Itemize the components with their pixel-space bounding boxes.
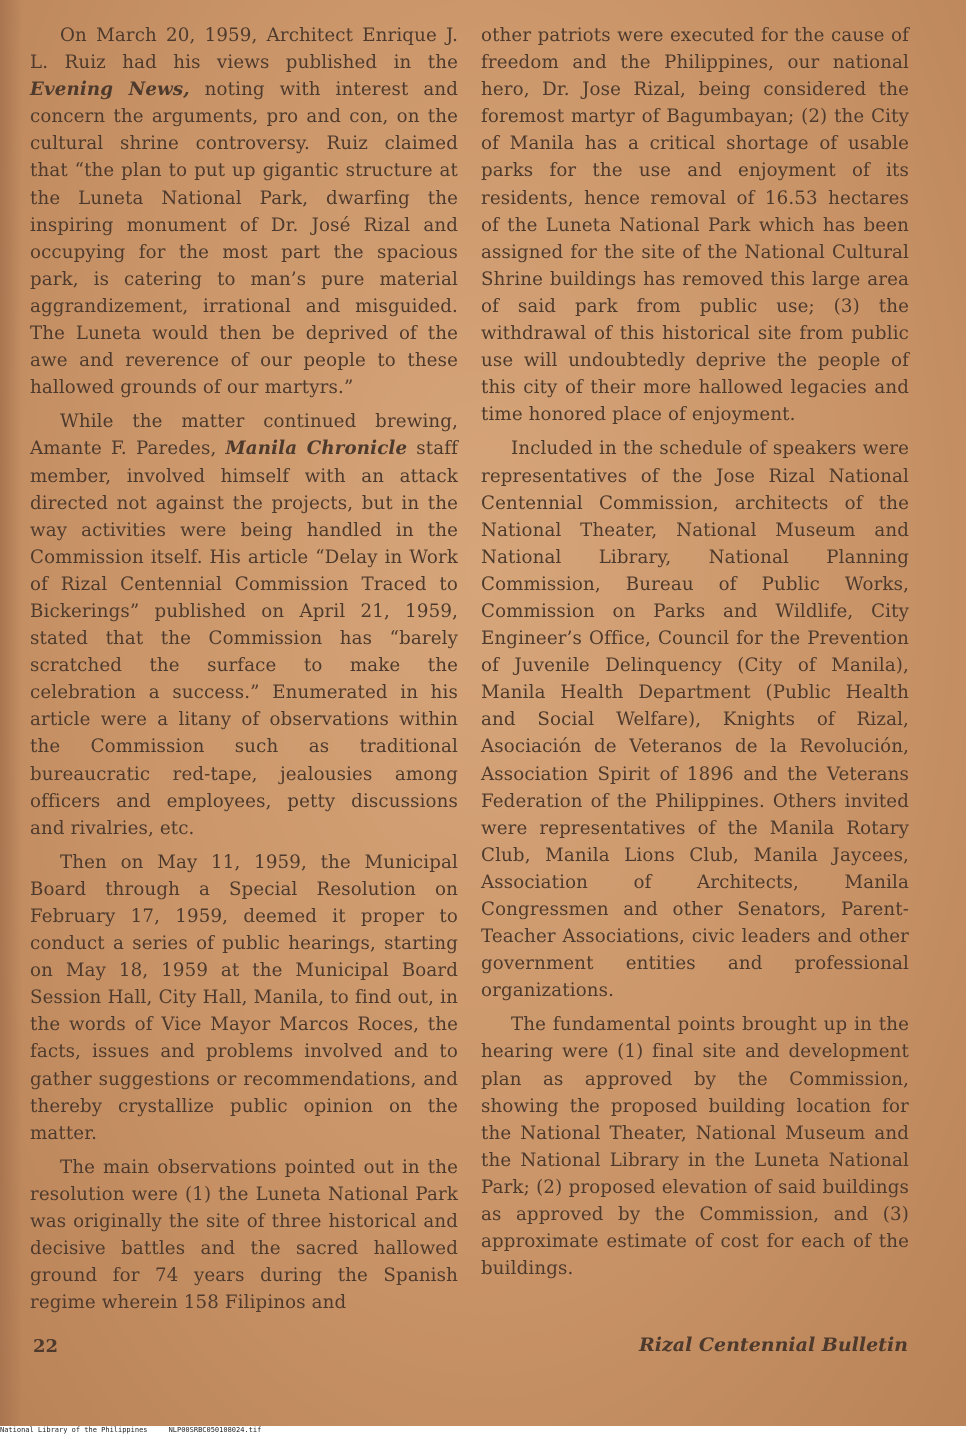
paragraph-fundamental-points: The fundamental points brought up in the hearing were (1) final site and development plan as approved by the Commission, showing the proposed building location for the National Theater, National Museum and the National Library in the Luneta National Park; (2) proposed elevation of said buildings as approved by the Commission, and (3) approximate estimate of cost for each of the buildings.	[481, 1014, 909, 1280]
paragraph-observations-continued: other patriots were executed for the cause of freedom and the Philippines, our national hero, Dr. Jose Rizal, being considered the foremost martyr of Bagumbayan; (2) the City of Manila has a critical shortage of usable parks for the use and enjoyment of its residents, hence removal of 16.53 hectares of the Luneta National Park which has been assigned for the site of the National Cultural Shrine buildings has removed this large area of said park from public use; (3) the withdrawal of this historical site from public use will undoubtedly deprive the people of this city of their more hallowed legacies and time honored place of enjoyment.	[481, 25, 909, 426]
paragraph-ruiz: On March 20, 1959, Architect Enrique J. L. Ruiz had his views published in the Evening News, noting with interest and concern the arguments, pro and con, on the cultural shrine controversy. Ruiz claimed that “the plan to put up gigantic structure at the Luneta National Park, dwarfing the inspiring monument of Dr. José Rizal and occupying for the most part the spacious park, is catering to man’s pure material aggrandizement, irrational and misguided. The Luneta would then be deprived of the awe and reverence of our people to these hallowed grounds of our martyrs.”	[30, 25, 459, 399]
left-column	[30, 22, 458, 1316]
scan-caption: National Library of the Philippines NLP00SRBC050108024.tif	[0, 1426, 966, 1435]
page-number: 22	[33, 1336, 59, 1357]
running-footer-title: Rizal Centennial Bulletin	[638, 1334, 908, 1356]
paragraph-paredes: While the matter continued brewing, Amante F. Paredes, Manila Chronicle staff member, involved himself with an attack directed not against the projects, but in the way activities were being handled in the Commission itself. His article “Delay in Work of Rizal Centennial Commission Traced to Bickerings” published on April 21, 1959, stated that the Commission has “barely scratched the surface to make the celebration a success.” Enumerated in his article were a litany of observations within the Commission such as traditional bureaucratic red-tape, jealousies among officers and employees, petty discussions and rivalries, etc.	[30, 411, 459, 839]
paragraph-municipal-board: Then on May 11, 1959, the Municipal Board through a Special Resolution on February 17, 1959, deemed it proper to conduct a series of public hearings, starting on May 18, 1959 at the Municipal Board Session Hall, City Hall, Manila, to find out, in the words of Vice Mayor Marcos Roces, the facts, issues and problems involved and to gather suggestions or recommendations, and thereby crystallize public opinion on the matter.	[30, 851, 458, 1144]
publication-name: Manila Chronicle	[225, 438, 408, 460]
paragraph-observations: The main observations pointed out in the resolution were (1) the Luneta National Park was originally the site of three historical and decisive battles and the sacred hallowed ground for 74 years during the Spanish regime wherein 158 Filipinos and	[30, 1156, 458, 1314]
paragraph-speakers: Included in the schedule of speakers were representatives of the Jose Rizal National Centennial Commission, architects of the National Theater, National Museum and National Library, National Planning Commission, Bureau of Public Works, Commission on Parks and Wildlife, City Engineer’s Office, Council for the Prevention of Juvenile Delinquency (City of Manila), Manila Health Department (Public Health and Social Welfare), Knights of Rizal, Asociación de Veteranos de la Revolución, Association Spirit of 1896 and the Veterans Federation of the Philippines. Others invited were representatives of the Manila Rotary Club, Manila Lions Club, Manila Jaycees, Association of Architects, Manila Congressmen and other Senators, Parent-Teacher Associations, civic leaders and other government entities and professional organizations.	[481, 438, 909, 1002]
publication-name: Evening News,	[30, 79, 190, 101]
right-column	[481, 22, 909, 1282]
